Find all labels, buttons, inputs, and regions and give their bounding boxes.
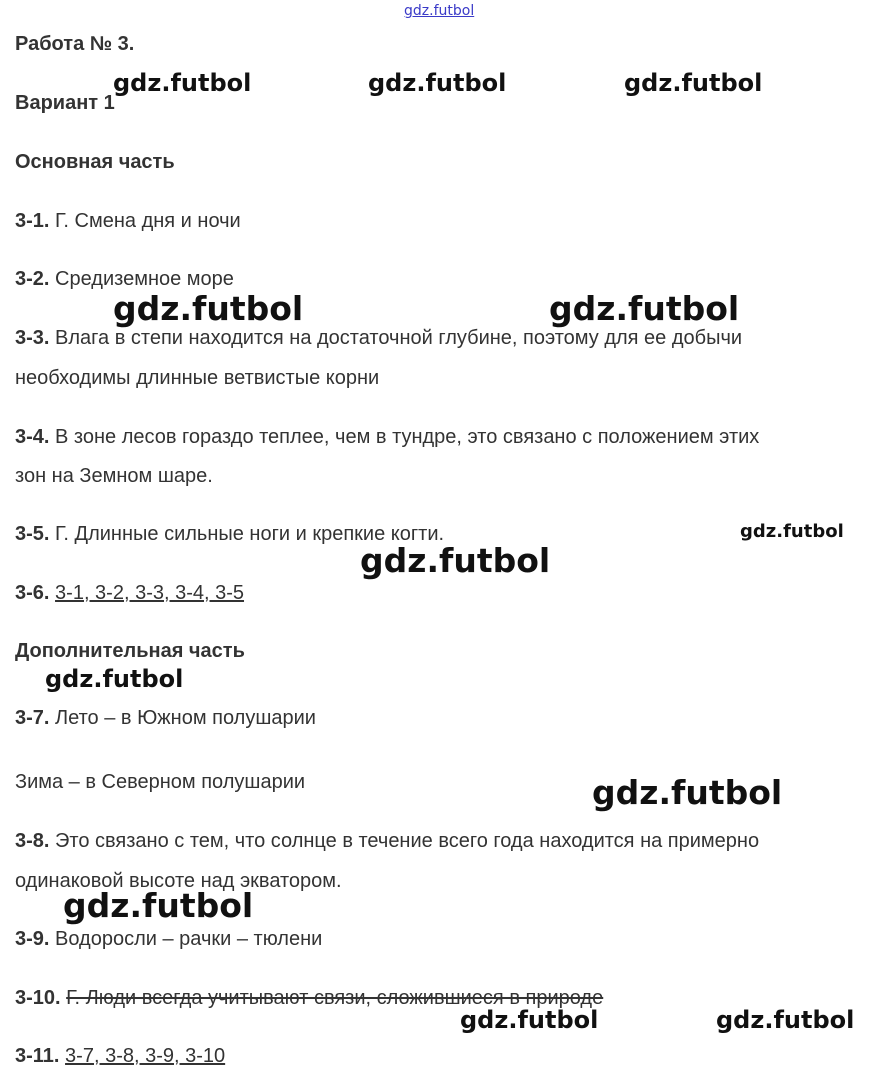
answer-link[interactable]: 3-7, 3-8, 3-9, 3-10 bbox=[65, 1045, 226, 1067]
watermark: gdz.futbol bbox=[592, 773, 783, 812]
page-title: Работа № 3. bbox=[15, 33, 135, 55]
answer-text: Лето – в Южном полушарии bbox=[55, 707, 316, 729]
answer-3-6 bbox=[15, 581, 244, 605]
watermark: gdz.futbol bbox=[113, 289, 304, 328]
answer-text: Влага в степи находится на достаточной глубине, поэтому для ее добычи bbox=[55, 327, 743, 349]
answer-number: 3-10. bbox=[15, 987, 61, 1009]
answer-number: 3-7. bbox=[15, 707, 50, 729]
watermark: gdz.futbol bbox=[360, 541, 551, 580]
answer-3-1 bbox=[15, 209, 241, 233]
answer-number: 3-3. bbox=[15, 327, 50, 349]
answer-number: 3-8. bbox=[15, 830, 50, 852]
answer-text-strikethrough: Г. Люди всегда учитывают связи, сложившиеся в природе bbox=[66, 987, 604, 1009]
answer-text: Водоросли – рачки – тюлени bbox=[55, 928, 323, 950]
extra-section-heading: Дополнительная часть bbox=[15, 640, 245, 662]
answer-text: Г. Длинные сильные ноги и крепкие когти. bbox=[55, 523, 445, 545]
answer-3-4-cont: зон на Земном шаре. bbox=[15, 465, 213, 487]
answer-3-4 bbox=[15, 425, 759, 449]
answer-number: 3-1. bbox=[15, 210, 50, 232]
answer-3-2 bbox=[15, 267, 234, 291]
variant-heading: Вариант 1 bbox=[15, 92, 115, 114]
answer-text: Г. Смена дня и ночи bbox=[55, 210, 241, 232]
answer-3-7-cont: Зима – в Северном полушарии bbox=[15, 771, 306, 793]
watermark: gdz.futbol bbox=[63, 886, 254, 925]
watermark: gdz.futbol bbox=[716, 1006, 855, 1034]
answer-3-11 bbox=[15, 1044, 225, 1068]
answer-3-3-cont: необходимы длинные ветвистые корни bbox=[15, 367, 380, 389]
answer-text: В зоне лесов гораздо теплее, чем в тундре, это связано с положением этих bbox=[55, 426, 760, 448]
answer-3-9 bbox=[15, 927, 322, 951]
answer-number: 3-5. bbox=[15, 523, 50, 545]
watermark: gdz.futbol bbox=[624, 69, 763, 97]
answer-number: 3-6. bbox=[15, 582, 50, 604]
watermark: gdz.futbol bbox=[113, 69, 252, 97]
answer-3-3 bbox=[15, 326, 742, 350]
watermark: gdz.futbol bbox=[368, 69, 507, 97]
watermark: gdz.futbol bbox=[549, 289, 740, 328]
top-watermark-link[interactable]: gdz.futbol bbox=[404, 3, 475, 19]
answer-3-8-cont: одинаковой высоте над экватором. bbox=[15, 870, 342, 892]
answer-number: 3-9. bbox=[15, 928, 50, 950]
answer-number: 3-4. bbox=[15, 426, 50, 448]
watermark: gdz.futbol bbox=[45, 665, 184, 693]
main-section-heading: Основная часть bbox=[15, 151, 175, 173]
answer-text: Средиземное море bbox=[55, 268, 234, 290]
answer-number: 3-11. bbox=[15, 1045, 60, 1067]
answer-number: 3-2. bbox=[15, 268, 50, 290]
answer-3-8 bbox=[15, 829, 759, 853]
answer-link[interactable]: 3-1, 3-2, 3-3, 3-4, 3-5 bbox=[55, 582, 245, 604]
answer-3-7 bbox=[15, 706, 316, 730]
answer-text: Это связано с тем, что солнце в течение всего года находится на примерно bbox=[55, 830, 760, 852]
watermark: gdz.futbol bbox=[460, 1006, 599, 1034]
watermark: gdz.futbol bbox=[740, 521, 844, 542]
